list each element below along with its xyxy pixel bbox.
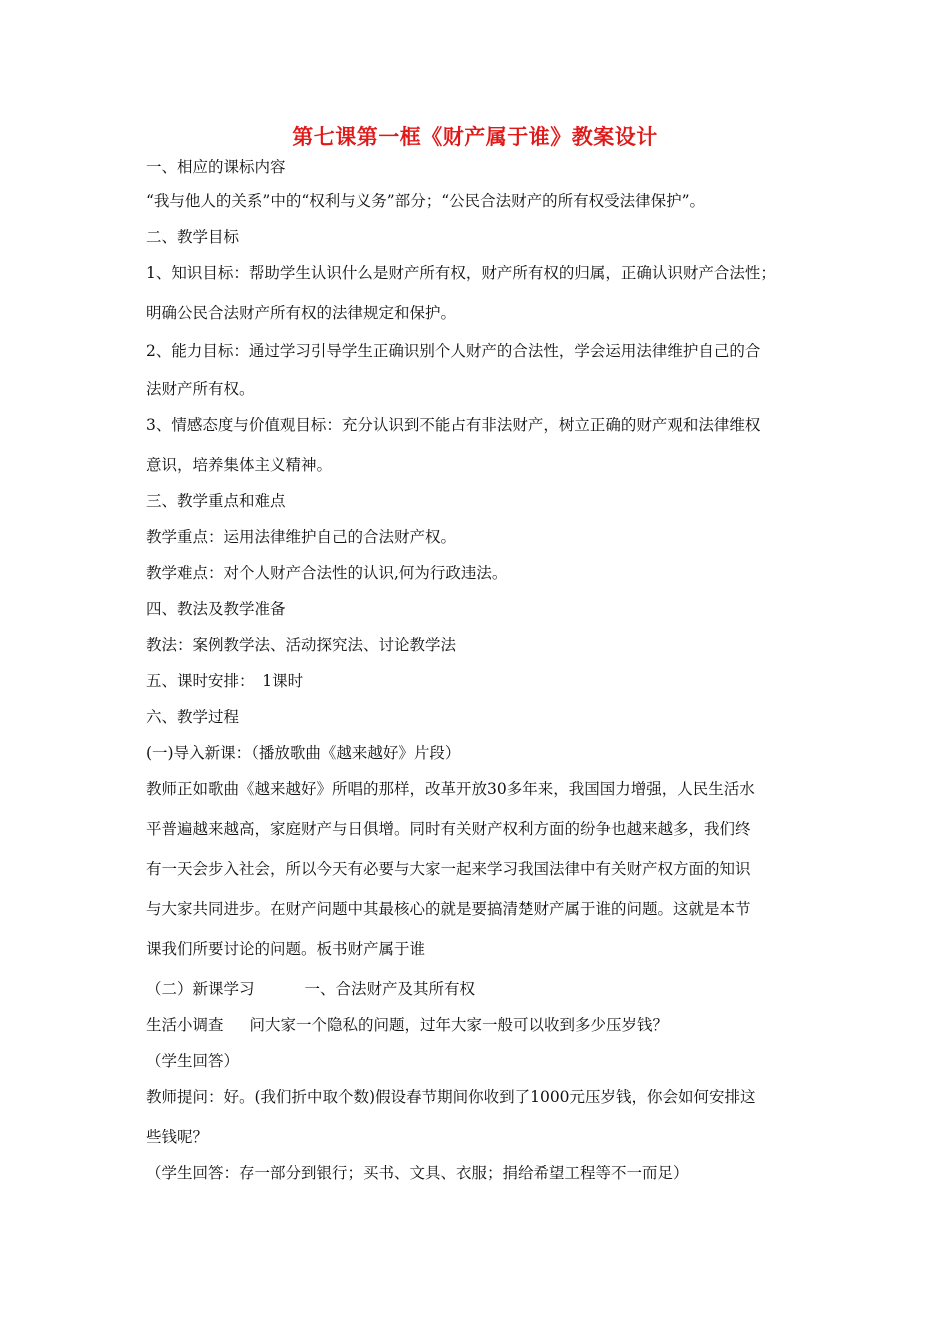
- section-heading-4: 四、教法及教学准备: [146, 600, 286, 618]
- subsection-heading: （二）新课学习: [146, 980, 255, 998]
- subsection-heading: (一)导入新课：（播放歌曲《越来越好》片段）: [146, 744, 461, 762]
- body-line: （学生回答）: [146, 1052, 240, 1070]
- section-heading-2: 二、教学目标: [146, 228, 240, 246]
- body-line: 教学重点：运用法律维护自己的合法财产权。: [146, 528, 457, 546]
- body-line: 法财产所有权。: [146, 380, 255, 398]
- activity-question: 问大家一个隐私的问题，过年大家一般可以收到多少压岁钱？: [249, 1016, 669, 1034]
- body-line: （学生回答：存一部分到银行；买书、文具、衣服；捐给希望工程等不一而足）: [146, 1164, 689, 1182]
- body-line: 教学难点：对个人财产合法性的认识,何为行政违法。: [146, 564, 508, 582]
- section-heading-1: 一、相应的课标内容: [146, 158, 286, 176]
- document-title: 第七课第一框《财产属于谁》教案设计: [292, 124, 658, 149]
- body-line: 教师正如歌曲《越来越好》所唱的那样，改革开放30多年来，我国国力增强，人民生活水: [146, 780, 755, 798]
- body-line: 平普遍越来越高，家庭财产与日俱增。同时有关财产权利方面的纷争也越来越多，我们终: [146, 820, 751, 838]
- body-line: 明确公民合法财产所有权的法律规定和保护。: [146, 304, 457, 322]
- subsection-line: [146, 978, 826, 1000]
- body-line: 1、知识目标：帮助学生认识什么是财产所有权，财产所有权的归属，正确认识财产合法性；: [146, 264, 776, 282]
- topic-heading: 一、合法财产及其所有权: [304, 980, 476, 998]
- body-line: 意识，培养集体主义精神。: [146, 456, 333, 474]
- body-line: 3、情感态度与价值观目标：充分认识到不能占有非法财产，树立正确的财产观和法律维权: [146, 416, 761, 434]
- activity-line: [146, 1014, 826, 1036]
- body-line: 有一天会步入社会，所以今天有必要与大家一起来学习我国法律中有关财产权方面的知识: [146, 860, 751, 878]
- body-line: “我与他人的关系”中的“权利与义务”部分；“公民合法财产的所有权受法律保护”。: [146, 192, 706, 210]
- body-line: 教师提问：好。(我们折中取个数)假设春节期间你收到了1000元压岁钱，你会如何安排这: [146, 1088, 756, 1106]
- section-heading-3: 三、教学重点和难点: [146, 492, 286, 510]
- body-line: 教法：案例教学法、活动探究法、讨论教学法: [146, 636, 457, 654]
- body-line: 2、能力目标：通过学习引导学生正确识别个人财产的合法性，学会运用法律维护自己的合: [146, 342, 761, 360]
- body-line: 与大家共同进步。在财产问题中其最核心的就是要搞清楚财产属于谁的问题。这就是本节: [146, 900, 751, 918]
- activity-label: 生活小调查: [146, 1016, 224, 1034]
- section-heading-6: 六、教学过程: [146, 708, 240, 726]
- body-line: 些钱呢？: [146, 1128, 209, 1146]
- body-line: 课我们所要讨论的问题。板书财产属于谁: [146, 940, 426, 958]
- section-heading-5: 五、课时安排： 1课时: [146, 672, 304, 690]
